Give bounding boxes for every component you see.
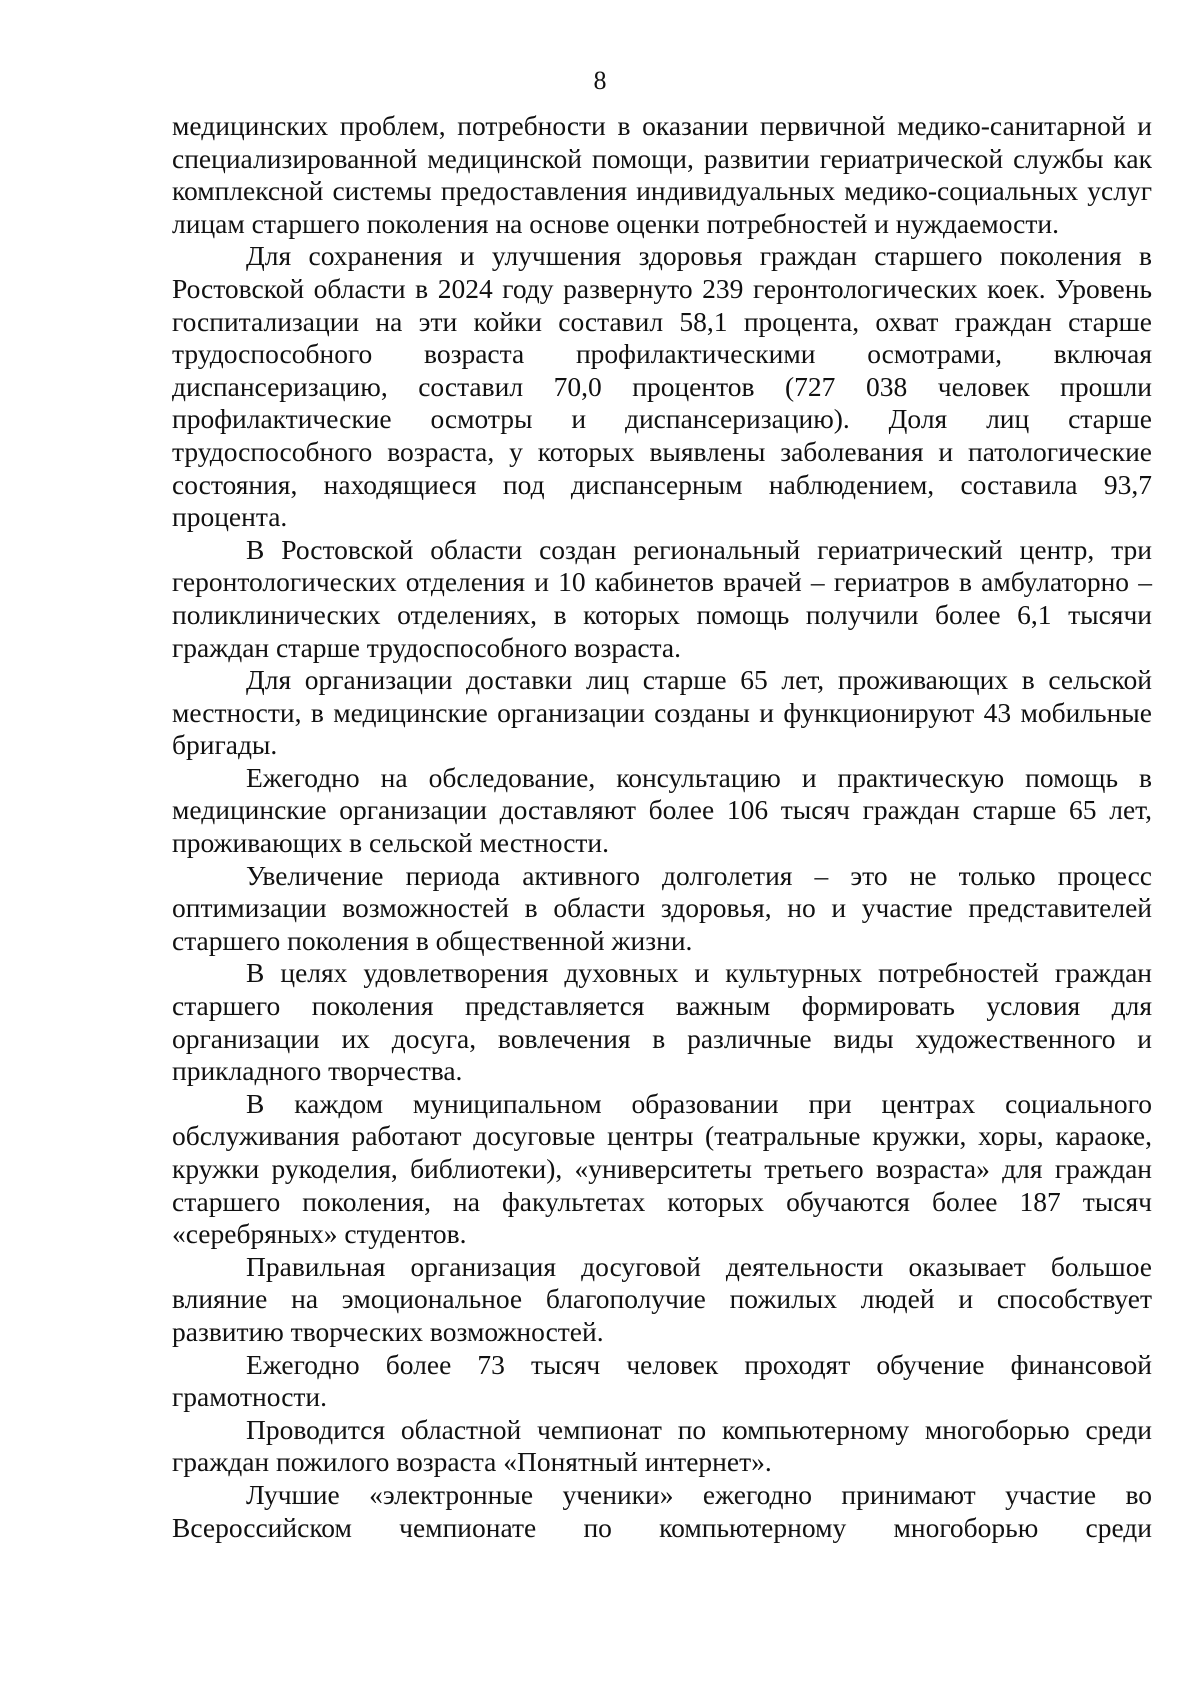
paragraph: Для организации доставки лиц старше 65 лет, проживающих в сельской местности, в медицинские организации созданы и функционируют 43 мобильные бригады. <box>172 664 1152 761</box>
paragraph: Лучшие «электронные ученики» ежегодно принимают участие во Всероссийском чемпионате по компьютерному многоборью среди <box>172 1478 1152 1543</box>
paragraph: В каждом муниципальном образовании при центрах социального обслуживания работают досуговые центры (театральные кружки, хоры, караоке, кружки рукоделия, библиотеки), «университеты третьего возраста» для граждан старшего поколения, на факультетах которых обучаются более 187 тысяч «серебряных» студентов. <box>172 1087 1152 1250</box>
paragraph: Проводится областной чемпионат по компьютерному многоборью среди граждан пожилого возраста «Понятный интернет». <box>172 1413 1152 1478</box>
paragraph: Ежегодно более 73 тысяч человек проходят обучение финансовой грамотности. <box>172 1348 1152 1413</box>
paragraph: В целях удовлетворения духовных и культурных потребностей граждан старшего поколения представляется важным формировать условия для организации их досуга, вовлечения в различные виды художественного и прикладного творчества. <box>172 957 1152 1087</box>
paragraph: медицинских проблем, потребности в оказании первичной медико-санитарной и специализированной медицинской помощи, развитии гериатрической службы как комплексной системы предоставления индивидуальных медико-социальных услуг лицам старшего поколения на основе оценки потребностей и нуждаемости. <box>172 110 1152 239</box>
paragraph: Правильная организация досуговой деятельности оказывает большое влияние на эмоциональное благополучие пожилых людей и способствует развитию творческих возможностей. <box>172 1250 1152 1347</box>
document-body <box>172 110 1152 1544</box>
paragraph: Ежегодно на обследование, консультацию и практическую помощь в медицинские организации доставляют более 106 тысяч граждан старше 65 лет, проживающих в сельской местности. <box>172 761 1152 859</box>
paragraph: Для сохранения и улучшения здоровья граждан старшего поколения в Ростовской области в 2024 году развернуто 239 геронтологических коек. Уровень госпитализации на эти койки составил 58,1 процента, охват граждан старше трудоспособного возраста профилактическими осмотрами, включая диспансеризацию, составил 70,0 процентов (727 038 человек прошли профилактические осмотры и диспансеризацию). Доля лиц старше трудоспособного возраста, у которых выявлены заболевания и патологические состояния, находящиеся под диспансерным наблюдением, составила 93,7 процента. <box>172 240 1152 533</box>
paragraph: Увеличение периода активного долголетия – это не только процесс оптимизации возможностей в области здоровья, но и участие представителей старшего поколения в общественной жизни. <box>172 859 1152 956</box>
paragraph: В Ростовской области создан региональный гериатрический центр, три геронтологических отделения и 10 кабинетов врачей – гериатров в амбулаторно – поликлинических отделениях, в которых помощь получили более 6,1 тысячи граждан старше трудоспособного возраста. <box>172 533 1152 663</box>
page-number: 8 <box>593 66 607 95</box>
